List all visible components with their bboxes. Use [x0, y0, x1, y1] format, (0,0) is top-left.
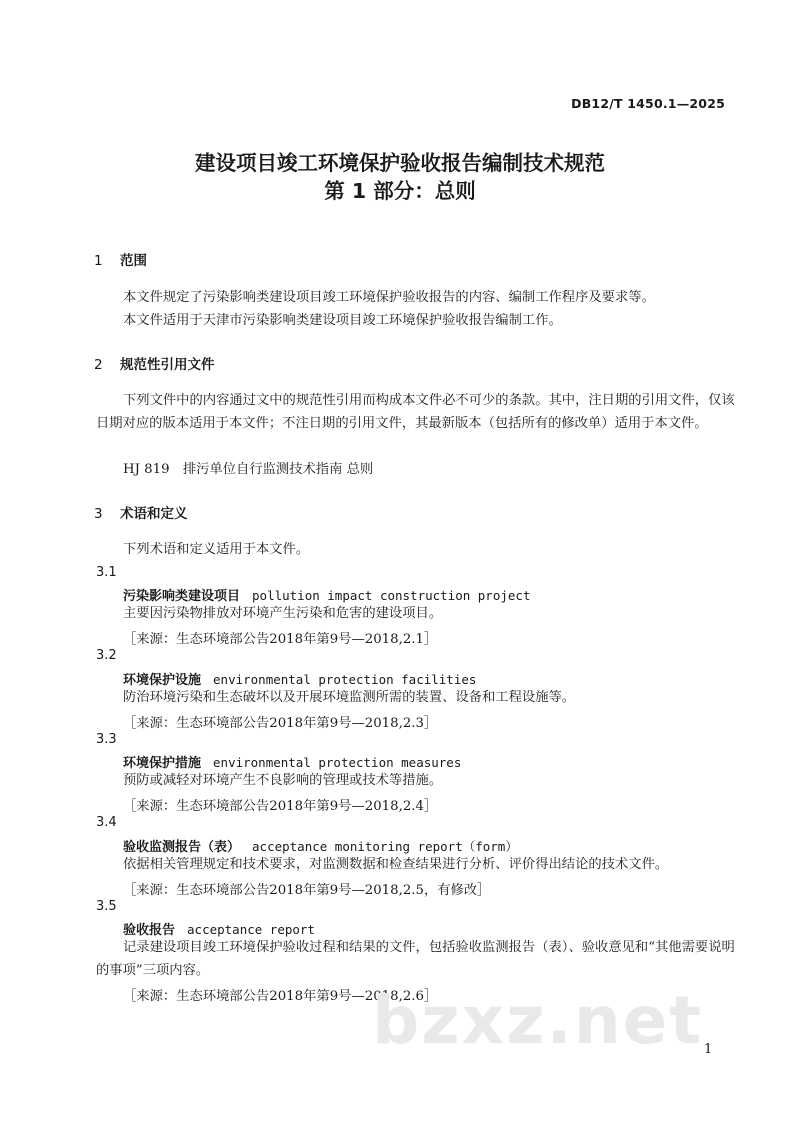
- document-title: 建设项目竣工环境保护验收报告编制技术规范: [195, 151, 605, 175]
- term-source: ［来源：生态环境部公告2018年第9号—2018,2.4］: [123, 799, 438, 814]
- paragraph: 下列文件中的内容通过文中的规范性引用而构成本文件必不可少的条款。其中，注日期的引用文件，仅该日期对应的版本适用于本文件；不注日期的引用文件，其最新版本（包括所有的修改单）适用于本文件。: [96, 393, 735, 431]
- term-zh: 污染影响类建设项目: [123, 589, 241, 604]
- section-heading-terms-definitions: [94, 502, 188, 522]
- term-zh: 验收报告: [123, 923, 176, 938]
- term-zh: 环境保护措施: [123, 756, 202, 771]
- term-definition: 依据相关管理规定和技术要求，对监测数据和检查结果进行分析、评价得出结论的技术文件。: [123, 857, 669, 872]
- reference-item: HJ 819 排污单位自行监测技术指南 总则: [123, 462, 374, 477]
- watermark: bzxz.net: [372, 982, 704, 1059]
- term-source: ［来源：生态环境部公告2018年第9号—2018,2.1］: [123, 632, 438, 647]
- paragraph: 下列术语和定义适用于本文件。: [123, 542, 310, 557]
- term-definition: 主要因污染物排放对环境产生污染和危害的建设项目。: [123, 606, 443, 621]
- term-en: acceptance report: [187, 922, 315, 937]
- document-subtitle: 第 1 部分：总则: [324, 179, 476, 203]
- section-number: 1: [94, 253, 103, 269]
- term-source: ［来源：生态环境部公告2018年第9号—2018,2.6］: [123, 989, 438, 1004]
- term-number: 3.5: [96, 899, 117, 914]
- term-en: acceptance monitoring report（form）: [252, 839, 518, 854]
- term-definition: 记录建设项目竣工环境保护验收过程和结果的文件，包括验收监测报告（表）、验收意见和“其他需要说明的事项”三项内容。: [96, 940, 735, 978]
- term-en: environmental protection facilities: [213, 672, 477, 687]
- standard-code: DB12/T 1450.1—2025: [571, 96, 725, 111]
- paragraph: 本文件适用于天津市污染影响类建设项目竣工环境保护验收报告编制工作。: [123, 313, 562, 328]
- term-zh: 验收监测报告（表）: [123, 840, 241, 855]
- term-number: 3.3: [96, 732, 117, 747]
- section-title: 规范性引用文件: [120, 357, 215, 373]
- term-definition: 防治环境污染和生态破坏以及开展环境监测所需的装置、设备和工程设施等。: [123, 690, 576, 705]
- term-definition: 预防或减轻对环境产生不良影响的管理或技术等措施。: [123, 773, 443, 788]
- section-heading-normative-references: [94, 353, 215, 373]
- section-heading-scope: [94, 249, 147, 269]
- section-number: 3: [94, 506, 103, 522]
- term-number: 3.1: [96, 565, 117, 580]
- term-en: environmental protection measures: [213, 755, 462, 770]
- term-number: 3.2: [96, 648, 117, 663]
- term-source: ［来源：生态环境部公告2018年第9号—2018,2.3］: [123, 716, 438, 731]
- term-source: ［来源：生态环境部公告2018年第9号—2018,2.5，有修改］: [123, 883, 491, 898]
- section-title: 术语和定义: [120, 506, 188, 522]
- page-number: 1: [704, 1042, 713, 1057]
- section-title: 范围: [120, 253, 147, 269]
- term-zh: 环境保护设施: [123, 673, 202, 688]
- term-en: pollution impact construction project: [252, 588, 531, 603]
- paragraph: 本文件规定了污染影响类建设项目竣工环境保护验收报告的内容、编制工作程序及要求等。: [123, 290, 655, 305]
- section-number: 2: [94, 357, 103, 373]
- term-number: 3.4: [96, 815, 117, 830]
